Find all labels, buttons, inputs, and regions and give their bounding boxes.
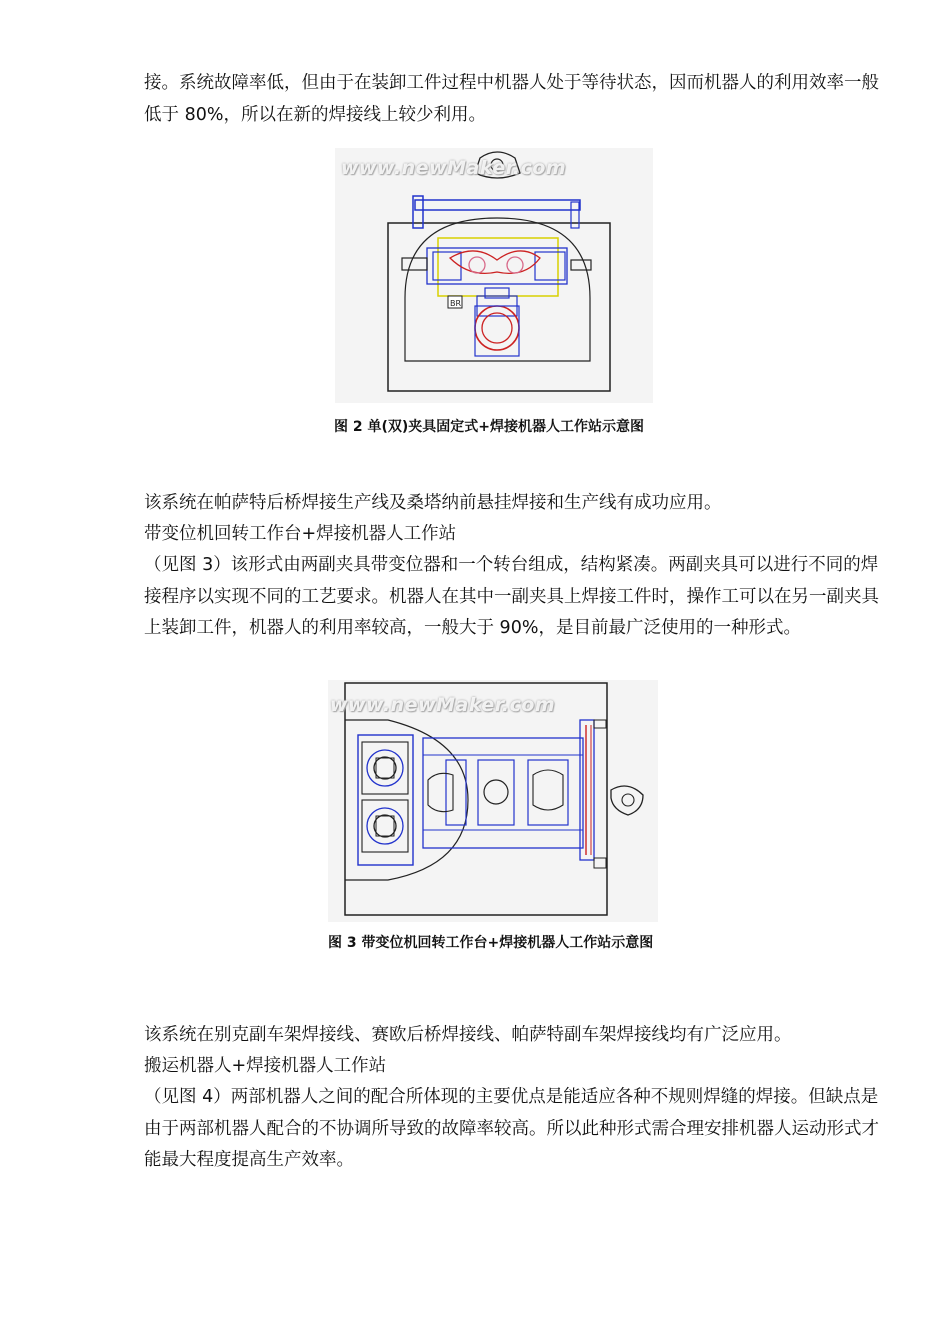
figure-3-diagram [328, 680, 658, 922]
figure-2-watermark: www.newMaker.com [341, 157, 567, 179]
figure-2-br-label: BR [450, 299, 462, 308]
figure-2-caption: 图 2 单(双)夹具固定式+焊接机器人工作站示意图 [334, 419, 645, 435]
section-heading-1: 带变位机回转工作台+焊接机器人工作站 [144, 524, 457, 544]
paragraph-4: 该系统在别克副车架焊接线、赛欧后桥焊接线、帕萨特副车架焊接线均有广泛应用。 [144, 1025, 792, 1045]
paragraph-5: （见图 4）两部机器人之间的配合所体现的主要优点是能适应各种不规则焊缝的焊接。但缺点是由于两部机器人配合的不协调所导致的故障率较高。所以此种形式需合理安排机器人运动形式才能最大程度提高生产效率。 [144, 1087, 879, 1170]
figure-2-image [335, 148, 653, 403]
paragraph-2: 该系统在帕萨特后桥焊接生产线及桑塔纳前悬挂焊接和生产线有成功应用。 [144, 493, 722, 513]
figure-3-watermark: www.newMaker.com [330, 694, 556, 716]
paragraph-1: 接。系统故障率低，但由于在装卸工件过程中机器人处于等待状态，因而机器人的利用效率一般低于 80%，所以在新的焊接线上较少利用。 [144, 73, 879, 125]
paragraph-3: （见图 3）该形式由两副夹具带变位器和一个转台组成，结构紧凑。两副夹具可以进行不同的焊接程序以实现不同的工艺要求。机器人在其中一副夹具上焊接工件时，操作工可以在另一副夹具上装卸工件，机器人的利用率较高，一般大于 90%，是目前最广泛使用的一种形式。 [144, 555, 879, 638]
figure-3-image [328, 680, 658, 922]
figure-2-diagram [335, 148, 653, 403]
figure-3-caption: 图 3 带变位机回转工作台+焊接机器人工作站示意图 [328, 935, 654, 951]
section-heading-2: 搬运机器人+焊接机器人工作站 [144, 1056, 387, 1076]
